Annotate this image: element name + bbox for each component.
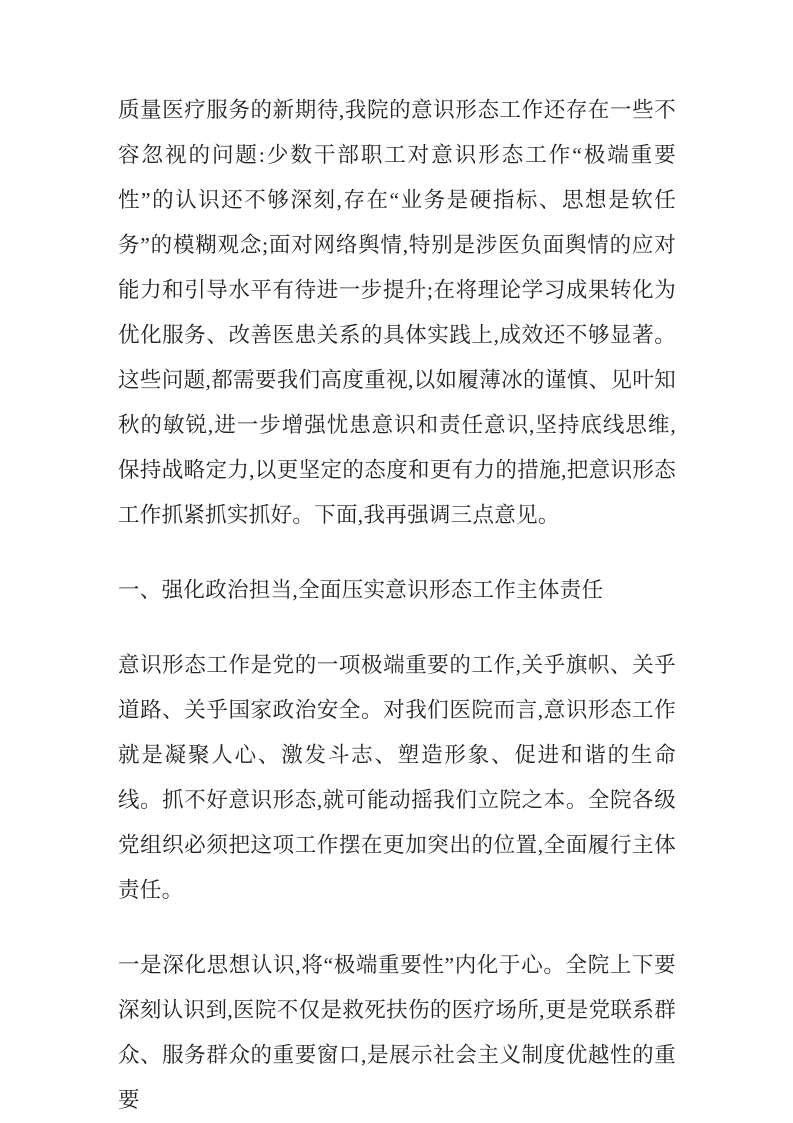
document-body [118, 88, 676, 1123]
paragraph-2: 意识形态工作是党的一项极端重要的工作,关乎旗帜、关乎道路、关乎国家政治安全。对我们医院而言,意识形态工作就是凝聚人心、激发斗志、塑造形象、促进和谐的生命线。抓不好意识形态,就可能动摇我们立院之本。全院各级党组织必须把这项工作摆在更加突出的位置,全面履行主体责任。 [118, 653, 676, 902]
section-heading-1: 一、强化政治担当,全面压实意识形态工作主体责任 [118, 578, 604, 602]
paragraph-1: 质量医疗服务的新期待,我院的意识形态工作还存在一些不容忽视的问题:少数干部职工对意识形态工作“极端重要性”的认识还不够深刻,存在“业务是硬指标、思想是软任务”的模糊观念;面对网络舆情,特别是涉医负面舆情的应对能力和引导水平有待进一步提升;在将理论学习成果转化为优化服务、改善医患关系的具体实践上,成效还不够显著。这些问题,都需要我们高度重视,以如履薄冰的谨慎、见叶知秋的敏锐,进一步增强忧患意识和责任意识,坚持底线思维,保持战略定力,以更坚定的态度和更有力的措施,把意识形态工作抓紧抓实抓好。下面,我再强调三点意见。 [118, 98, 676, 527]
paragraph-3: 一是深化思想认识,将“极端重要性”内化于心。全院上下要深刻认识到,医院不仅是救死扶伤的医疗场所,更是党联系群众、服务群众的重要窗口,是展示社会主义制度优越性的重要 [118, 953, 676, 1112]
